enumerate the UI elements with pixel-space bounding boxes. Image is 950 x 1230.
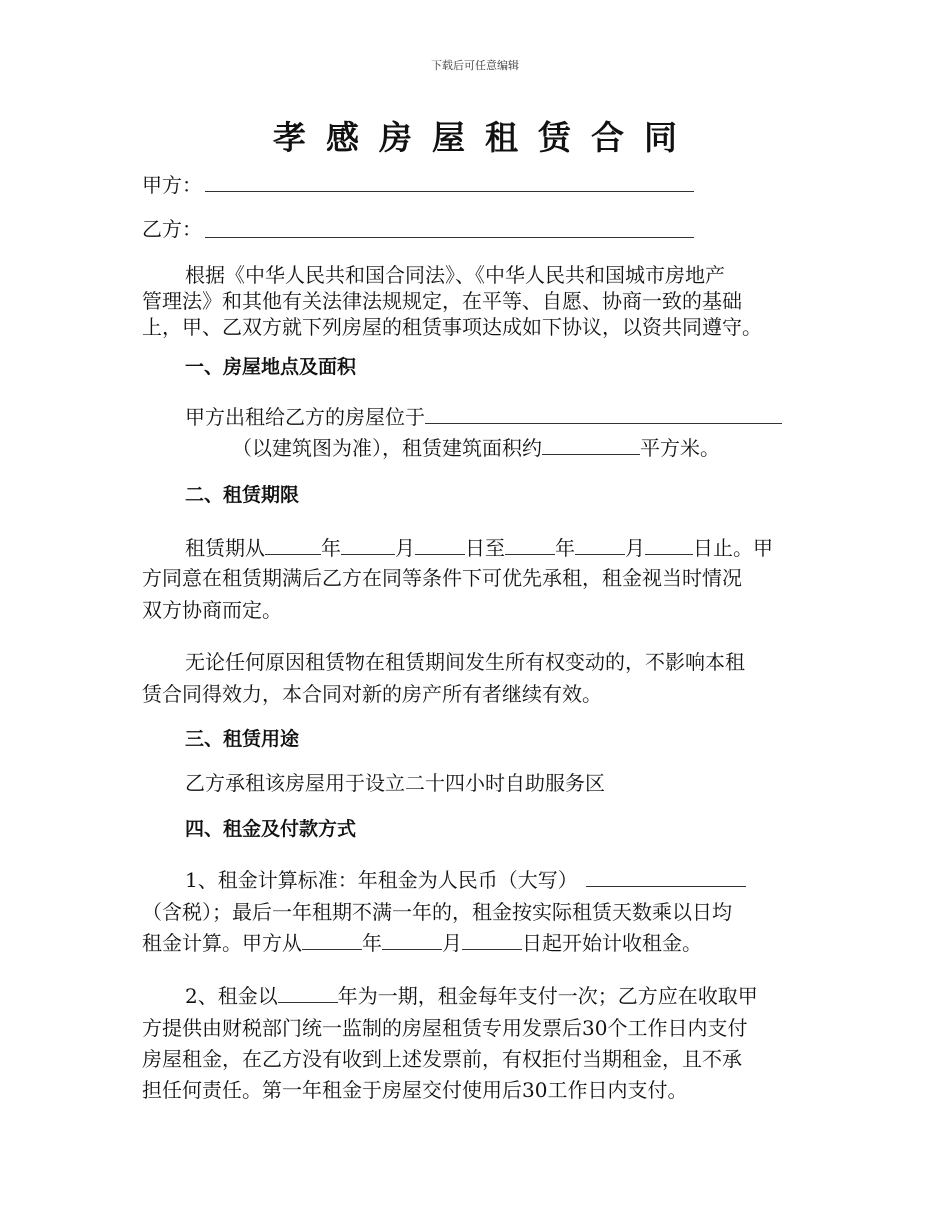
start-day-blank: [415, 536, 465, 555]
paragraph-line: [142, 929, 702, 957]
party-b-label: 乙方：: [142, 217, 202, 241]
rent-start-month-blank: [382, 931, 442, 950]
rent-amount-blank: [586, 868, 746, 887]
header-note: 下载后可任意编辑: [431, 59, 519, 72]
end-year-blank: [505, 536, 555, 555]
paragraph-line: 双方协商而定。: [142, 598, 282, 622]
text: 2、租金以: [185, 984, 278, 1008]
paragraph-line: [185, 534, 773, 562]
paragraph-line: 赁合同得效力，本合同对新的房产所有者继续有效。: [142, 682, 602, 706]
contract-title: 孝感房屋租赁合同: [273, 118, 697, 157]
paragraph-line: [232, 434, 720, 462]
period-years-blank: [278, 984, 338, 1003]
paragraph-line: [185, 866, 746, 894]
paragraph-line: [185, 982, 758, 1010]
party-a-label: 甲方：: [142, 173, 202, 197]
start-year-blank: [265, 536, 321, 555]
paragraph-line: 方同意在租赁期满后乙方在同等条件下可优先承租，租金视当时情况: [142, 566, 742, 590]
text: 租金计算。甲方从: [142, 931, 302, 955]
intro-line: 管理法》和其他有关法律法规规定，在平等、自愿、协商一致的基础: [142, 289, 742, 313]
text: （以建筑图为准），租赁建筑面积约: [232, 436, 542, 460]
paragraph-line: 无论任何原因租赁物在租赁期间发生所有权变动的，不影响本租: [185, 650, 745, 674]
text: 日止。甲: [693, 536, 773, 560]
text: 月: [442, 931, 462, 955]
text: 年: [555, 536, 575, 560]
paragraph-line: （含税）；最后一年租期不满一年的，租金按实际租赁天数乘以日均: [142, 900, 732, 924]
intro-line: 上，甲、乙双方就下列房屋的租赁事项达成如下协议，以资共同遵守。: [142, 315, 762, 339]
text: 年为一期，租金每年支付一次；乙方应在收取甲: [337, 984, 758, 1008]
paragraph-line: 担任何责任。第一年租金于房屋交付使用后30工作日内支付。: [142, 1078, 688, 1102]
text: 年: [362, 931, 382, 955]
area-blank: [542, 436, 640, 455]
text: 甲方出租给乙方的房屋位于: [185, 405, 425, 429]
end-month-blank: [575, 536, 625, 555]
section-heading: 二、租赁期限: [185, 484, 300, 506]
paragraph-line: 房屋租金，在乙方没有收到上述发票前，有权拒付当期租金，且不承: [142, 1047, 742, 1071]
end-day-blank: [645, 536, 693, 555]
party-a-blank: [205, 191, 694, 192]
party-b-blank: [205, 237, 694, 238]
paragraph-line: [185, 403, 782, 431]
section-heading: 一、房屋地点及面积: [185, 356, 357, 378]
start-month-blank: [341, 536, 395, 555]
rent-start-year-blank: [302, 931, 362, 950]
paragraph-line: 方提供由财税部门统一监制的房屋租赁专用发票后30个工作日内支付: [142, 1016, 748, 1040]
text: 租赁期从: [185, 536, 265, 560]
text: 1、租金计算标准：年租金为人民币（大写）: [185, 868, 578, 892]
text: 日起开始计收租金。: [522, 931, 702, 955]
text: 年: [321, 536, 341, 560]
text: 平方米。: [640, 436, 720, 460]
section-heading: 三、租赁用途: [185, 728, 300, 750]
text: 月: [395, 536, 415, 560]
intro-line: 根据《中华人民共和国合同法》、《中华人民共和国城市房地产: [185, 263, 725, 287]
address-blank: [425, 405, 782, 424]
text: 月: [625, 536, 645, 560]
section-heading: 四、租金及付款方式: [185, 818, 357, 840]
rent-start-day-blank: [462, 931, 522, 950]
text: 日至: [465, 536, 505, 560]
paragraph-line: 乙方承租该房屋用于设立二十四小时自助服务区: [185, 771, 605, 795]
